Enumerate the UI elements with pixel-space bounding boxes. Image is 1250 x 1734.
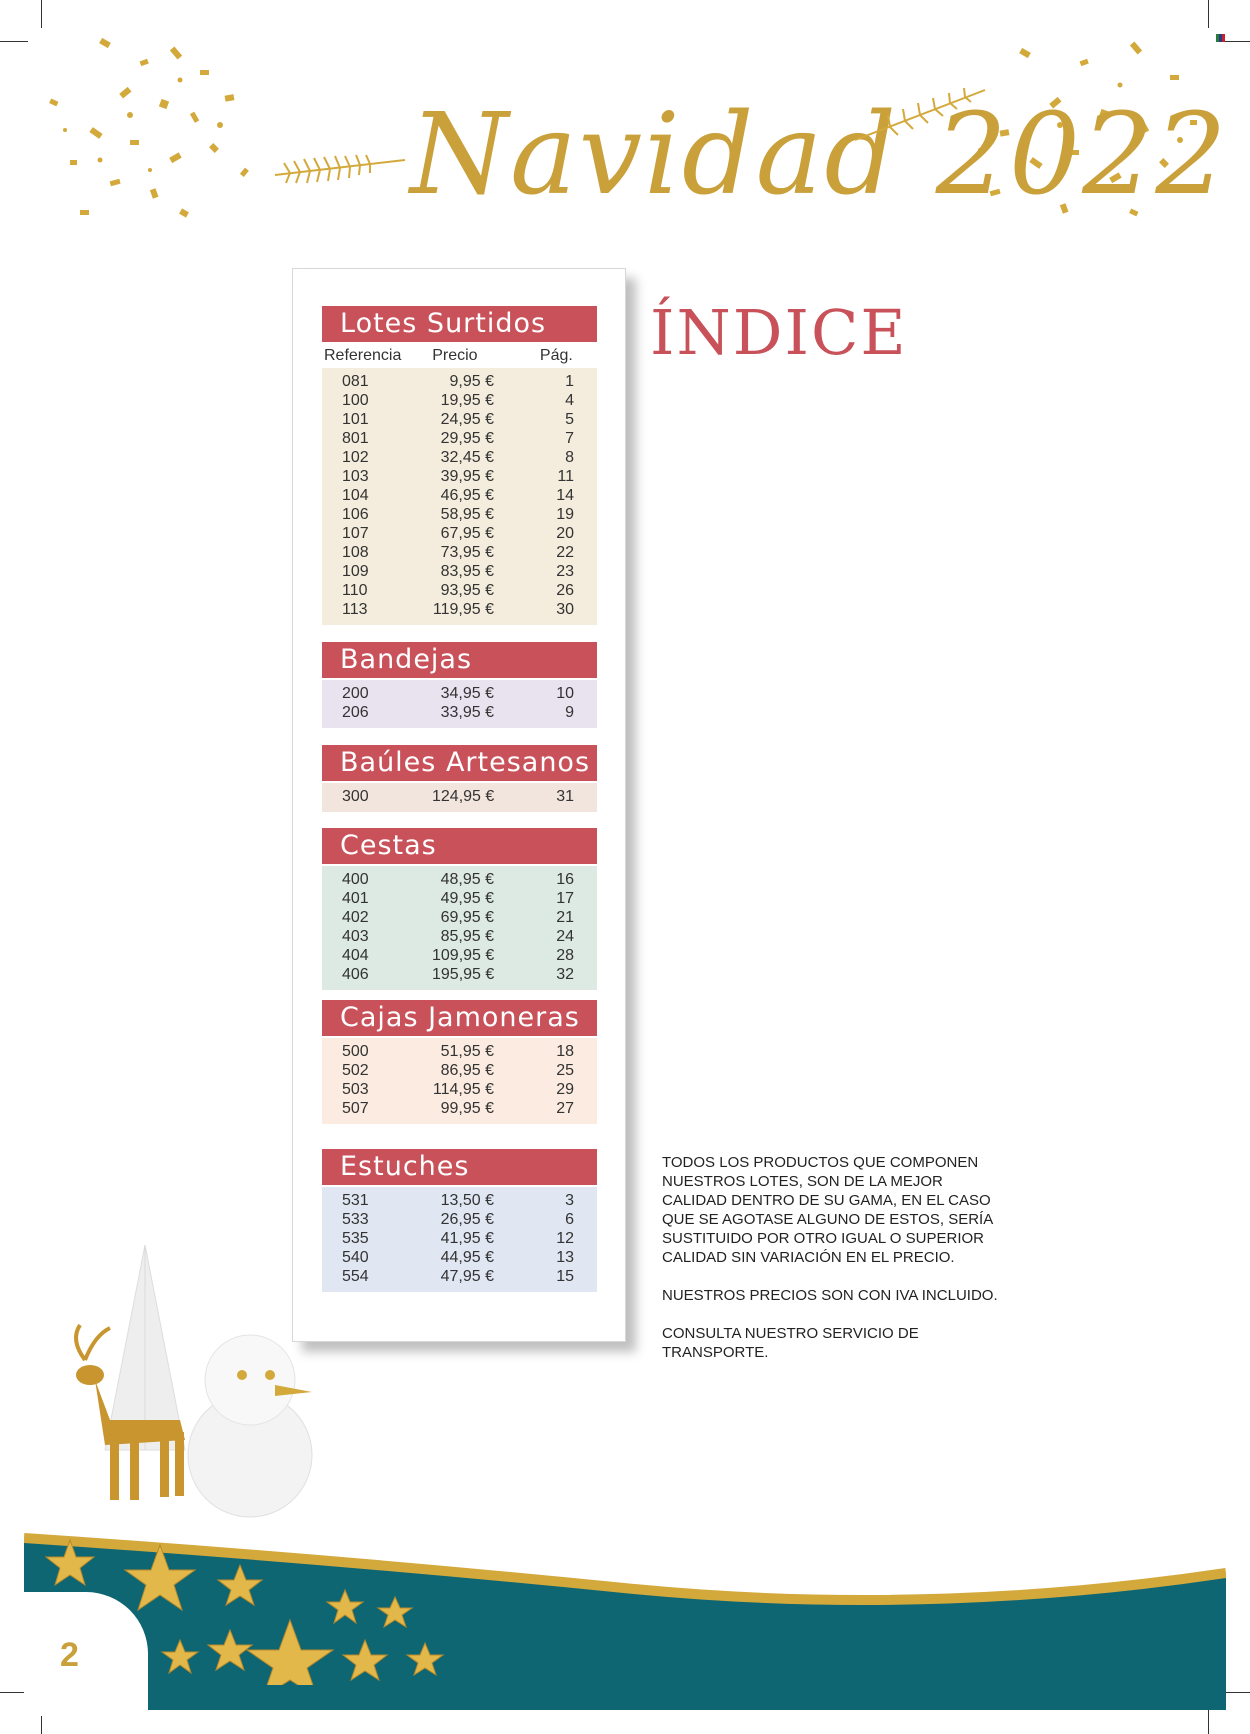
table-row [322,1229,597,1248]
price-cell: 58,95 € [440,506,494,523]
price-cell: 195,95 € [432,966,495,983]
ref-cell: 110 [342,582,368,599]
ref-cell: 406 [342,966,369,983]
page-cell: 29 [556,1081,574,1098]
page-cell: 30 [556,601,574,618]
price-cell: 109,95 € [432,947,495,964]
crop-mark [1208,0,1209,28]
ref-cell: 206 [342,704,369,721]
price-cell: 29,95 € [440,430,494,447]
ref-cell: 109 [342,563,369,580]
page-cell: 7 [565,430,574,447]
page-cell: 25 [556,1062,574,1079]
table-row [322,946,597,965]
table-row [322,1042,597,1061]
page-title: Navidad 2022 [410,90,1229,220]
column-headers [322,344,597,368]
price-cell: 99,95 € [440,1100,494,1117]
page-cell: 5 [565,411,574,428]
ref-cell: 402 [342,909,369,926]
section-3 [322,828,597,990]
page-cell: 28 [556,947,574,964]
table-row [322,391,597,410]
table-row [322,467,597,486]
section-title: Bandejas [322,642,597,678]
note-iva: NUESTROS PRECIOS SON CON IVA INCLUIDO. [662,1287,998,1304]
page-cell: 20 [556,525,574,542]
price-cell: 13,50 € [440,1192,494,1209]
price-cell: 49,95 € [440,890,494,907]
page-cell: 19 [556,506,574,523]
section-title: Cestas [322,828,597,864]
table-row [322,703,597,722]
table-row [322,1267,597,1286]
table-row [322,1099,597,1118]
table-row [322,429,597,448]
table-row [322,486,597,505]
page-cell: 9 [565,704,574,721]
page-cell: 17 [556,890,574,907]
price-cell: 9,95 € [449,373,494,390]
page-cell: 22 [556,544,574,561]
price-cell: 86,95 € [440,1062,494,1079]
note-quality: TODOS LOS PRODUCTOS QUE COMPONEN NUESTROS LOTES, SON DE LA MEJOR CALIDAD DENTRO DE SU GAMA, EN EL CASO QUE SE AGOTASE ALGUNO DE ESTOS, SERÍA SUSTITUIDO POR OTRO IGUAL O SUPERIOR CALIDAD SIN VARIACIÓN EN EL PRECIO. [662,1154,993,1266]
price-cell: 67,95 € [440,525,494,542]
table-row [322,1248,597,1267]
table-row [322,927,597,946]
ref-cell: 535 [342,1230,369,1247]
table-row [322,372,597,391]
crop-mark [1208,1706,1209,1734]
page-number-circle [24,1592,148,1716]
ref-cell: 401 [342,890,369,907]
price-cell: 69,95 € [440,909,494,926]
table-row [322,543,597,562]
ref-cell: 102 [342,449,369,466]
price-cell: 46,95 € [440,487,494,504]
column-header-price: Precio [432,347,478,364]
table-row [322,410,597,429]
title-area [260,80,1229,240]
ref-cell: 533 [342,1211,369,1228]
page-cell: 26 [556,582,574,599]
page-cell: 16 [556,871,574,888]
price-cell: 44,95 € [440,1249,494,1266]
section-1 [322,642,597,728]
price-cell: 48,95 € [440,871,494,888]
section-rows [322,866,597,990]
page-cell: 18 [556,1043,574,1060]
ref-cell: 503 [342,1081,369,1098]
section-rows [322,680,597,728]
ref-cell: 200 [342,685,369,702]
table-row [322,1061,597,1080]
price-cell: 39,95 € [440,468,494,485]
page-cell: 11 [557,468,574,485]
page-cell: 8 [565,449,574,466]
price-cell: 93,95 € [440,582,494,599]
ref-cell: 104 [342,487,369,504]
ref-cell: 106 [342,506,369,523]
ref-cell: 403 [342,928,369,945]
golden-branch-right-icon [850,80,990,160]
section-title: Estuches [322,1149,597,1185]
ref-cell: 540 [342,1249,369,1266]
page-cell: 24 [556,928,574,945]
crop-mark [1222,1692,1250,1693]
page-cell: 27 [556,1100,574,1117]
price-cell: 85,95 € [440,928,494,945]
page-cell: 10 [556,685,574,702]
ref-cell: 100 [342,392,369,409]
table-row [322,787,597,806]
table-row [322,965,597,984]
price-cell: 114,95 € [432,1081,494,1098]
ref-cell: 113 [342,601,368,618]
snowman-icon [180,1330,330,1520]
page-cell: 4 [565,392,574,409]
ref-cell: 101 [342,411,369,428]
gold-confetti-left [30,20,280,250]
page-cell: 32 [556,966,574,983]
page-cell: 23 [556,563,574,580]
crop-mark [1222,41,1250,42]
ref-cell: 500 [342,1043,369,1060]
section-rows [322,1187,597,1292]
column-header-page: Pág. [539,347,573,364]
table-row [322,1080,597,1099]
golden-branch-left-icon [270,135,410,195]
page-cell: 12 [556,1230,574,1247]
page-cell: 21 [556,909,574,926]
table-row [322,562,597,581]
section-rows [322,368,597,625]
table-row [322,505,597,524]
ref-cell: 081 [342,373,369,390]
section-title: Baúles Artesanos [322,745,597,781]
ref-cell: 400 [342,871,369,888]
section-4 [322,1000,597,1124]
table-row [322,1210,597,1229]
table-row [322,448,597,467]
table-row [322,908,597,927]
ref-cell: 103 [342,468,369,485]
section-title: Lotes Surtidos [322,306,597,342]
price-cell: 32,45 € [440,449,494,466]
section-2 [322,745,597,812]
page-cell: 1 [565,373,574,390]
page-cell: 31 [556,788,574,805]
column-header-ref: Referencia [324,347,402,364]
price-cell: 34,95 € [440,685,494,702]
table-row [322,870,597,889]
notes-block [662,1153,1002,1381]
price-cell: 41,95 € [440,1230,494,1247]
ref-cell: 507 [342,1100,369,1117]
note-transport: CONSULTA NUESTRO SERVICIO DE TRANSPORTE. [662,1325,919,1361]
golden-reindeer-icon [50,1320,200,1510]
section-5 [322,1149,597,1292]
price-cell: 26,95 € [440,1211,494,1228]
page-cell: 13 [556,1249,574,1266]
index-heading: ÍNDICE [650,296,908,369]
price-cell: 19,95 € [440,392,494,409]
price-cell: 119,95 € [432,601,494,618]
ref-cell: 801 [342,430,369,447]
price-cell: 51,95 € [440,1043,494,1060]
ref-cell: 502 [342,1062,369,1079]
table-row [322,1191,597,1210]
ref-cell: 107 [342,525,369,542]
ref-cell: 300 [342,788,369,805]
table-row [322,524,597,543]
section-rows [322,1038,597,1124]
price-cell: 24,95 € [440,411,494,428]
section-rows [322,783,597,812]
table-row [322,600,597,619]
ref-cell: 404 [342,947,369,964]
price-cell: 47,95 € [440,1268,494,1285]
page-cell: 15 [556,1268,574,1285]
table-row [322,889,597,908]
table-row [322,581,597,600]
page-number: 2 [60,1636,79,1674]
ref-cell: 554 [342,1268,369,1285]
index-card [292,268,626,1342]
price-cell: 124,95 € [432,788,495,805]
section-title: Cajas Jamoneras [322,1000,597,1036]
color-registration-mark-icon [1216,34,1226,42]
page-cell: 6 [565,1211,574,1228]
table-row [322,684,597,703]
price-cell: 33,95 € [440,704,494,721]
page-cell: 3 [565,1192,574,1209]
crop-mark [0,41,28,42]
page-cell: 14 [556,487,574,504]
section-0 [322,306,597,625]
ref-cell: 531 [342,1192,369,1209]
price-cell: 73,95 € [440,544,494,561]
ref-cell: 108 [342,544,369,561]
price-cell: 83,95 € [440,563,494,580]
